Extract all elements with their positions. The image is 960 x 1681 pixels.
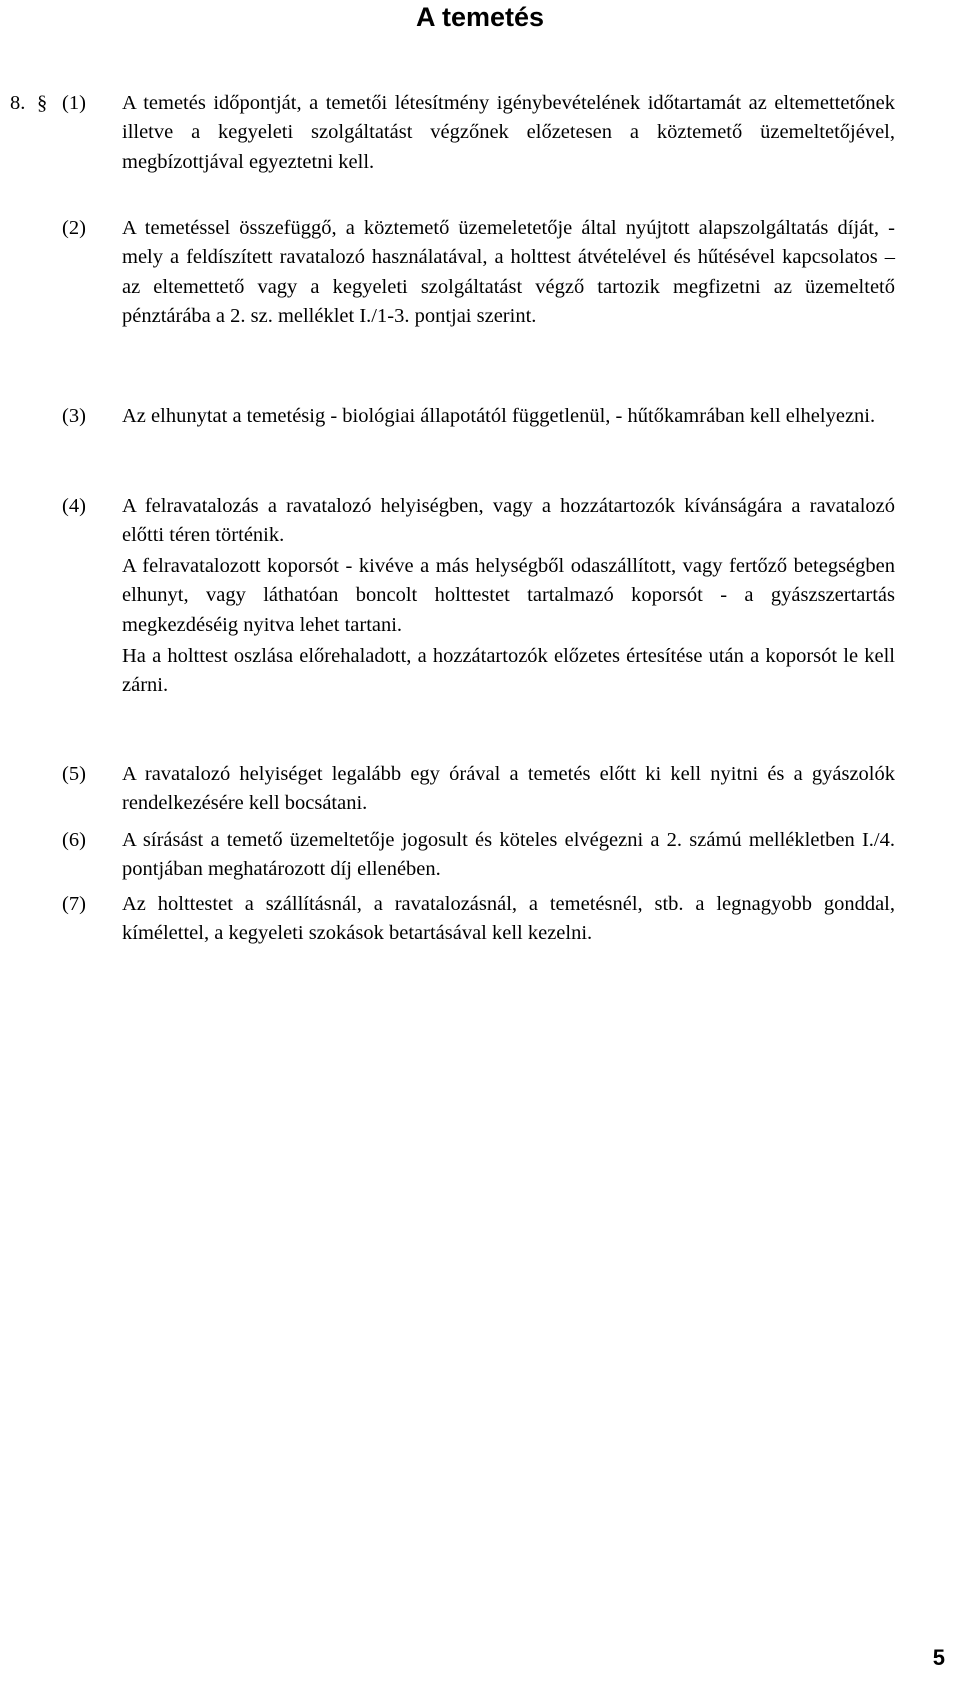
paragraph-text-a: A felravatalozás a ravatalozó helyiségben, vagy a hozzátartozók kívánságára a ravatalozó előtti téren történik. bbox=[122, 495, 895, 547]
paragraph-3 bbox=[0, 402, 960, 467]
paragraph-1 bbox=[0, 89, 960, 184]
paragraph-text: A temetéssel összefüggő, a köztemető üzemeletetője által nyújtott alapszolgáltatás díját, - mely a feldíszített ravatalozó használatával, a holttest átvételével és hűtésével kapcsolatos – az eltemettető vagy a kegyeleti szolgáltatást végző tartozik megfizetni az üzemeltető pénztárába a 2. sz. melléklet I./1-3. pontjai szerint. bbox=[122, 217, 895, 328]
page-title: A temetés bbox=[415, 2, 545, 32]
paragraph-7 bbox=[0, 890, 960, 985]
paragraph-4 bbox=[0, 492, 960, 732]
section-sign: § bbox=[37, 92, 48, 114]
paragraph-text: A ravatalozó helyiséget legalább egy órával a temetés előtt ki kell nyitni és a gyászolók rendelkezésére kell bocsátani. bbox=[122, 763, 895, 815]
paragraph-5 bbox=[0, 760, 960, 825]
paragraph-number: (4) bbox=[62, 495, 86, 517]
paragraph-number: (3) bbox=[62, 405, 86, 427]
paragraph-number: (6) bbox=[62, 829, 86, 851]
paragraph-number: (2) bbox=[62, 217, 86, 239]
paragraph-text: A temetés időpontját, a temetői létesítmény igénybevételének időtartamát az eltemettetőnek illetve a kegyeleti szolgáltatást végzőnek előzetesen a köztemető üzemeltetőjével, megbízottjával egyeztetni kell. bbox=[122, 92, 895, 173]
paragraph-text: Az holttestet a szállításnál, a ravatalozásnál, a temetésnél, stb. a legnagyobb gonddal, kímélettel, a kegyeleti szokások betartásával kell kezelni. bbox=[122, 893, 895, 945]
paragraph-text-b: A felravatalozott koporsót - kivéve a más helységből odaszállított, vagy fertőző betegségben elhunyt, vagy láthatóan boncolt holttestet tartalmazó koporsót - a gyászszertartás megkezdéséig nyitva lehet tartani. bbox=[122, 555, 895, 636]
page-number: 5 bbox=[932, 1645, 945, 1670]
paragraph-number: (5) bbox=[62, 763, 86, 785]
paragraph-text: A sírásást a temető üzemeltetője jogosult és köteles elvégezni a 2. számú mellékletben I./4. pontjában meghatározott díj ellenében. bbox=[122, 829, 895, 881]
paragraph-2 bbox=[0, 214, 960, 374]
paragraph-text-c: Ha a holttest oszlása előrehaladott, a hozzátartozók előzetes értesítése után a koporsót le kell zárni. bbox=[122, 645, 895, 697]
section-number: 8. bbox=[10, 92, 26, 114]
paragraph-number: (1) bbox=[62, 92, 86, 114]
paragraph-number: (7) bbox=[62, 893, 86, 915]
paragraph-text: Az elhunytat a temetésig - biológiai állapotától függetlenül, - hűtőkamrában kell elhelyezni. bbox=[122, 405, 876, 427]
paragraph-6 bbox=[0, 826, 960, 891]
